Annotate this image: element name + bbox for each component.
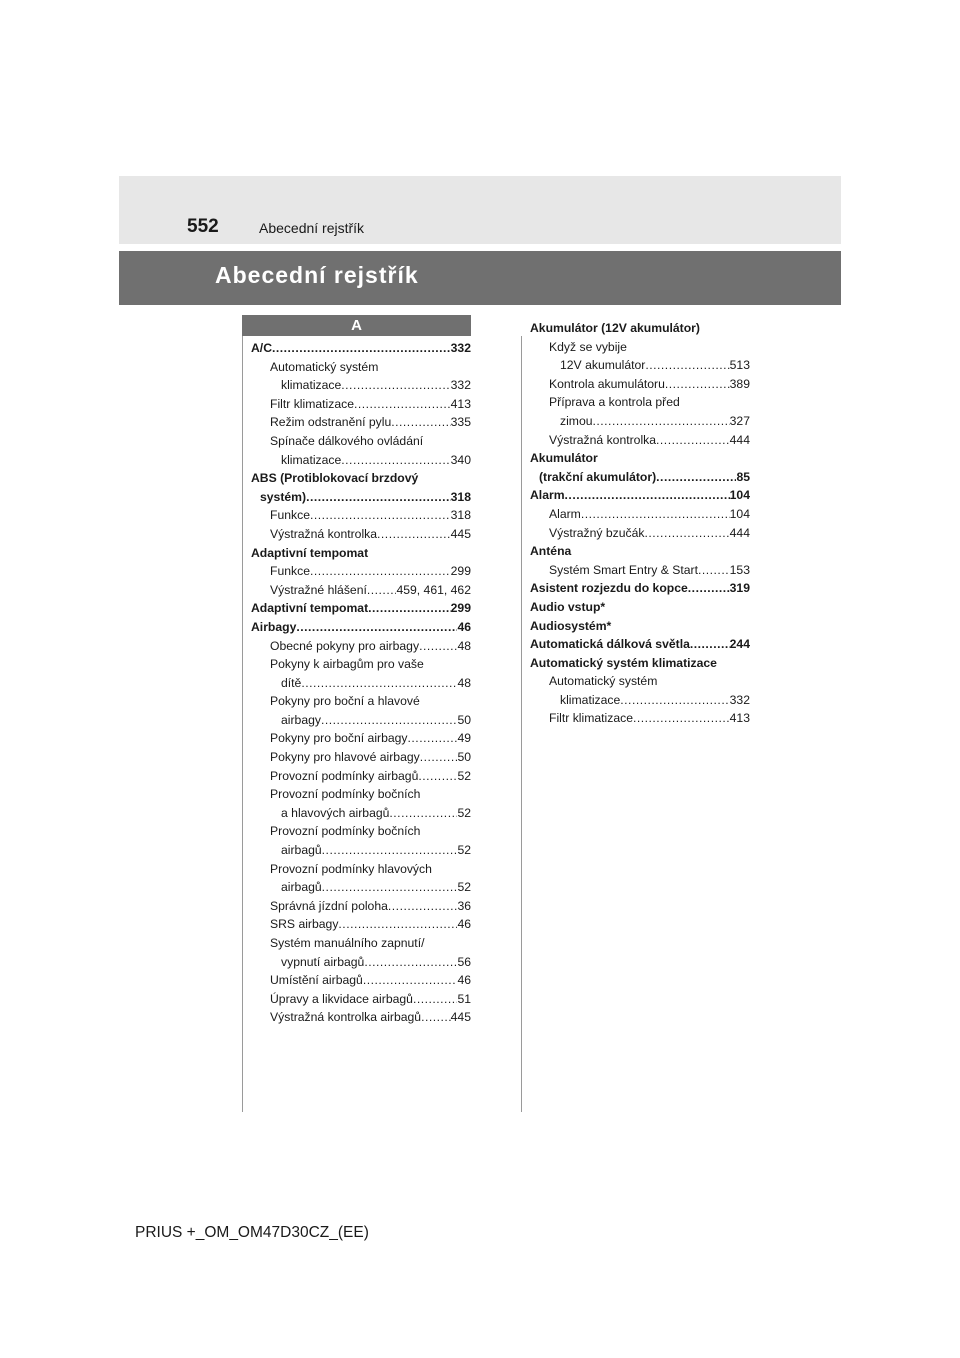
index-entry [251, 990, 471, 1009]
dot-leader [581, 505, 730, 524]
index-entry-page: 85 [736, 469, 750, 484]
index-entry [251, 729, 471, 748]
index-entry-term: Výstražná kontrolka [270, 526, 378, 541]
page-title: Abecední rejstřík [215, 262, 419, 288]
index-entry [530, 635, 750, 654]
index-entry-page: 46 [457, 917, 471, 932]
dot-leader [408, 729, 458, 748]
index-entry [251, 358, 471, 377]
index-entry [530, 356, 750, 375]
index-entry-term: Příprava a kontrola před [549, 395, 680, 410]
dot-leader [363, 971, 458, 990]
index-entry-term: airbagy [281, 712, 321, 727]
index-entry-page: 46 [457, 973, 471, 988]
dot-leader [367, 581, 397, 600]
index-entry-term: vypnutí airbagů [281, 954, 365, 969]
index-entry-page: 513 [729, 358, 750, 373]
index-entry-term: systém) [260, 489, 307, 504]
index-entry-term: Filtr klimatizace [549, 711, 633, 726]
dot-leader [306, 488, 451, 507]
index-entry [530, 579, 750, 598]
header-band [119, 176, 841, 244]
dot-leader [420, 748, 458, 767]
index-entry-term: Automatický systém klimatizace [530, 655, 717, 670]
index-entry-page: 332 [450, 341, 471, 355]
index-entry-page: 52 [457, 805, 471, 820]
dot-leader [322, 841, 458, 860]
dot-leader [341, 376, 450, 395]
index-entry-term: klimatizace [560, 692, 621, 707]
index-entry-page: 319 [729, 581, 750, 596]
index-entry [251, 934, 471, 953]
index-entry-page: 104 [729, 488, 750, 503]
index-column-right [530, 319, 750, 728]
dot-leader [377, 525, 451, 544]
index-entry-term: Pokyny pro hlavové airbagy [270, 750, 420, 765]
index-entry [251, 953, 471, 972]
index-entry [251, 841, 471, 860]
index-entry-term: 12V akumulátor [560, 358, 646, 373]
dot-leader [418, 767, 457, 786]
index-entry [251, 451, 471, 470]
index-entry [251, 618, 471, 637]
dot-leader [698, 561, 730, 580]
index-entry [251, 432, 471, 451]
index-entry [251, 562, 471, 581]
index-entry [530, 654, 750, 673]
index-entry [251, 655, 471, 674]
index-entry-term: Úpravy a likvidace airbagů [270, 991, 413, 1006]
index-entry-term: Umístění airbagů [270, 973, 363, 988]
index-entry [251, 469, 471, 488]
index-entry-page: 46 [457, 619, 471, 634]
index-entry-term: Funkce [270, 508, 310, 523]
index-entry-term: SRS airbagy [270, 917, 339, 932]
index-entry-page: 48 [457, 675, 471, 690]
index-entry [530, 412, 750, 431]
index-entry-page: 444 [729, 525, 750, 540]
dot-leader [656, 431, 730, 450]
index-entry [530, 486, 750, 505]
index-entry-page: 153 [729, 562, 750, 577]
header-section-title: Abecední rejstřík [259, 220, 365, 236]
index-entry-page: 340 [450, 452, 471, 467]
index-entry-page: 444 [729, 432, 750, 447]
index-entry [251, 971, 471, 990]
index-entry-term: Adaptivní tempomat [251, 601, 369, 616]
dot-leader [421, 1008, 451, 1027]
dot-leader [690, 635, 730, 654]
index-entry-term: Funkce [270, 564, 310, 579]
index-entry [251, 860, 471, 879]
index-entry-term: Spínače dálkového ovládání [270, 433, 424, 448]
index-entry-term: Alarm [530, 488, 565, 503]
index-entry [251, 413, 471, 432]
index-entry [530, 598, 750, 617]
index-entry [251, 674, 471, 693]
index-entry-page: 52 [457, 880, 471, 895]
index-entry-term: klimatizace [281, 378, 342, 393]
index-entry [251, 711, 471, 730]
index-entry [251, 785, 471, 804]
index-entry-term: Systém manuálního zapnutí/ [270, 936, 425, 950]
index-entry-page: 413 [450, 396, 471, 411]
index-entry-term: airbagů [281, 880, 322, 895]
index-entry-term: Alarm [549, 506, 581, 521]
index-entry-term: (trakční akumulátor) [539, 469, 657, 484]
index-letter-heading: A [242, 315, 471, 336]
index-entry-term: zimou [560, 413, 593, 428]
index-entry [530, 561, 750, 580]
dot-leader [368, 599, 451, 618]
index-entry [530, 524, 750, 543]
index-entry [530, 449, 750, 468]
index-entry-term: dítě [281, 675, 302, 690]
dot-leader [413, 990, 458, 1009]
index-entry [530, 617, 750, 636]
dot-leader [354, 395, 451, 414]
dot-leader [364, 953, 457, 972]
index-entry [251, 692, 471, 711]
index-entry-term: Asistent rozjezdu do kopce [530, 581, 688, 596]
dot-leader [565, 486, 730, 505]
dot-leader [310, 506, 451, 525]
index-entry-term: Audiosystém* [530, 618, 612, 633]
index-entry-term: Výstražná kontrolka [549, 432, 657, 447]
index-entry [251, 1008, 471, 1027]
index-entry-term: Audio vstup* [530, 599, 606, 614]
index-entry-term: Pokyny pro boční a hlavové [270, 694, 420, 709]
index-entry-page: 389 [729, 376, 750, 391]
dot-leader [388, 897, 458, 916]
index-entry-term: Akumulátor (12V akumulátor) [530, 321, 700, 335]
index-entry-page: 56 [457, 954, 471, 969]
column-divider-left [242, 336, 243, 1112]
index-entry-term: Výstražná kontrolka airbagů [270, 1010, 422, 1025]
dot-leader [310, 562, 451, 581]
dot-leader [301, 674, 457, 693]
index-entry [530, 542, 750, 561]
index-entry-page: 48 [457, 638, 471, 653]
dot-leader [338, 915, 457, 934]
index-entry-page: 332 [729, 692, 750, 707]
index-entry-term: Provozní podmínky airbagů [270, 768, 419, 783]
dot-leader [321, 711, 457, 730]
dot-leader [419, 637, 457, 656]
document-code-footer: PRIUS +_OM_OM47D30CZ_(EE) [135, 1224, 369, 1241]
index-entry [251, 822, 471, 841]
index-entry [251, 878, 471, 897]
index-entry-term: Systém Smart Entry & Start [549, 562, 698, 577]
index-entry-term: Airbagy [251, 619, 297, 634]
index-entry-term: Automatický systém [270, 359, 379, 374]
index-entry-page: 327 [729, 413, 750, 428]
index-entry-term: A/C [251, 341, 272, 355]
index-entry [251, 897, 471, 916]
index-entry-page: 299 [450, 564, 471, 579]
index-entry-term: klimatizace [281, 452, 342, 467]
index-entry-page: 332 [450, 378, 471, 393]
dot-leader [341, 451, 450, 470]
index-entry-page: 50 [457, 750, 471, 765]
index-entry-term: Výstražné hlášení [270, 582, 367, 597]
dot-leader [665, 375, 730, 394]
index-entry-page: 50 [457, 712, 471, 727]
index-entry [251, 767, 471, 786]
index-entry [251, 544, 471, 563]
index-entry-term: Kontrola akumulátoru [549, 376, 665, 391]
index-entry-page: 459, 461, 462 [396, 582, 471, 597]
index-entry-page: 299 [450, 601, 471, 616]
dot-leader [272, 339, 451, 358]
dot-leader [645, 524, 730, 543]
index-entry-term: Filtr klimatizace [270, 396, 354, 411]
index-entry [251, 748, 471, 767]
dot-leader [620, 691, 729, 710]
index-entry-page: 318 [450, 489, 471, 504]
index-entry-term: Automatický systém [549, 674, 658, 689]
dot-leader [322, 878, 458, 897]
index-entry-term: Režim odstranění pylu [270, 415, 392, 430]
index-entry [251, 525, 471, 544]
index-entry [251, 376, 471, 395]
index-entry-page: 49 [457, 731, 471, 746]
index-entry-term: Výstražný bzučák [549, 525, 645, 540]
index-entry [530, 468, 750, 487]
index-entry [530, 691, 750, 710]
index-entry-term: a hlavových airbagů [281, 805, 390, 820]
index-entry [530, 505, 750, 524]
index-entry-page: 52 [457, 768, 471, 783]
index-entry [251, 915, 471, 934]
index-entry-page: 52 [457, 843, 471, 858]
dot-leader [656, 468, 736, 487]
index-entry [251, 488, 471, 507]
dot-leader [391, 413, 450, 432]
index-entry [251, 804, 471, 823]
index-entry-term: Akumulátor [530, 451, 598, 466]
index-entry [251, 339, 471, 358]
index-entry-page: 244 [729, 637, 750, 652]
dot-leader [389, 804, 457, 823]
index-entry [251, 637, 471, 656]
dot-leader [593, 412, 730, 431]
index-entry [530, 393, 750, 412]
index-entry-term: airbagů [281, 843, 322, 858]
index-entry-term: Správná jízdní poloha [270, 898, 388, 913]
index-entry-term: Obecné pokyny pro airbagy [270, 638, 420, 653]
index-entry [530, 709, 750, 728]
index-entry-page: 36 [457, 898, 471, 913]
index-entry [530, 672, 750, 691]
index-entry [530, 431, 750, 450]
dot-leader [645, 356, 729, 375]
index-entry-page: 445 [450, 526, 471, 541]
index-entry-page: 104 [729, 506, 750, 521]
index-entry [251, 395, 471, 414]
index-entry [251, 599, 471, 618]
index-entry-page: 51 [457, 991, 471, 1006]
index-column-left [251, 339, 471, 1027]
index-entry-term: Pokyny k airbagům pro vaše [270, 657, 424, 672]
dot-leader [688, 579, 730, 598]
index-entry-page: 318 [450, 508, 471, 523]
index-entry [530, 338, 750, 357]
index-entry [530, 375, 750, 394]
index-entry [530, 319, 750, 338]
index-entry-term: Adaptivní tempomat [251, 545, 369, 560]
index-entry-page: 413 [729, 711, 750, 726]
index-entry [251, 581, 471, 600]
index-entry-term: Když se vybije [549, 339, 627, 354]
index-entry-term: Provozní podmínky bočních [270, 824, 421, 839]
index-entry-term: Pokyny pro boční airbagy [270, 731, 408, 746]
page-number: 552 [187, 216, 219, 237]
index-entry-term: Provozní podmínky hlavových [270, 861, 432, 876]
index-entry-term: Anténa [530, 544, 572, 559]
column-divider-middle [521, 336, 522, 1112]
index-entry-term: Provozní podmínky bočních [270, 787, 421, 802]
index-entry-term: ABS (Protiblokovací brzdový [251, 471, 419, 486]
index-entry [251, 506, 471, 525]
index-entry-term: Automatická dálková světla [530, 637, 690, 652]
dot-leader [633, 709, 730, 728]
dot-leader [296, 618, 457, 637]
index-entry-page: 445 [450, 1010, 471, 1025]
index-entry-page: 335 [450, 415, 471, 430]
